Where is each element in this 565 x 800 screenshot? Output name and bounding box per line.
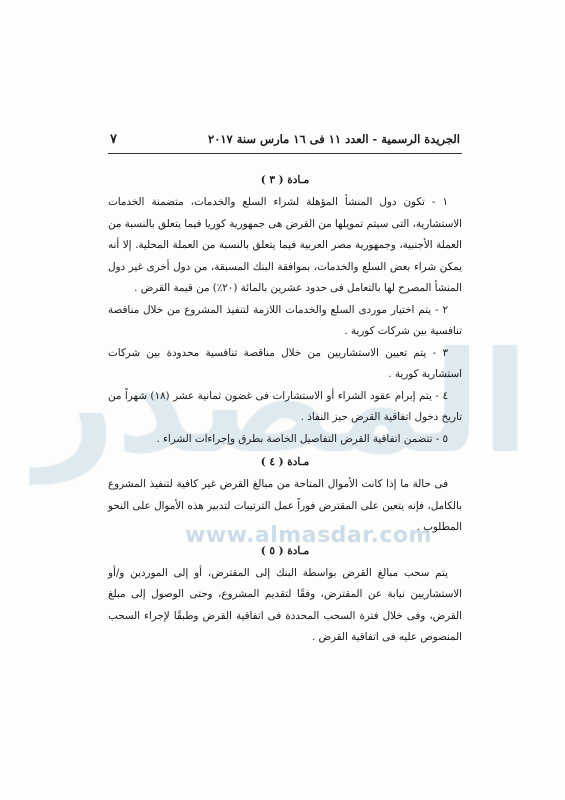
article-3-item-5: ٥ - تتضمن اتفاقية القرض التفاصيل الخاصة بطرق وإجراءات الشراء . (156, 432, 448, 445)
gazette-issue-title: الجريدة الرسمية - العدد ١١ فى ١٦ مارس سنة ٢٠١٧ (208, 132, 460, 146)
article-5-heading: مـادة ( ٥ ) (260, 544, 310, 557)
article-5-body: يتم سحب مبالغ القرض بواسطة البنك إلى المقترض، أو إلى الموردين و/أو الاستشاريين نيابة عن المقترض، وفقًا لتقديم المشروع، وحتى الوصول إلى مبلغ القرض، وفى خلال فترة السحب المحددة فى اتفاقية القرض وطبقًا لإجراء السحب المنصوص عليه فى اتفاقية القرض . (108, 566, 462, 643)
page-header (110, 128, 460, 150)
article-3-heading: مـادة ( ٣ ) (260, 174, 310, 186)
article-3-item-2: ٢ - يتم اختيار موردى السلع والخدمات اللازمة لتنفيذ المشروع من خلال مناقصة تنافسية بين شركات كورية . (108, 303, 462, 337)
article-3-item-3: ٣ - يتم تعيين الاستشاريين من خلال مناقصة تنافسية محدودة بين شركات استشارية كورية . (108, 346, 462, 380)
watermark-url: www.almasdar.com (185, 523, 432, 548)
article-3-item-4: ٤ - يتم إبرام عقود الشراء أو الاستشارات فى غضون ثمانية عشر (١٨) شهراً من تاريخ دخول اتفاقية القرض حيز النفاذ . (108, 389, 462, 423)
page-number: ٧ (110, 131, 117, 147)
article-3-item-1: ١ - تكون دول المنشأ المؤهلة لشراء السلع والخدمات، متضمنة الخدمات الاستشارية، التى سيتم تمويلها من القرض هى جمهورية كوريا فيما يتعلق بالنسبة من العملة الأجنبية، وجمهورية مصر العربية فيما يتعلق بالنسبة من العملة المحلية. إلا أنه يمكن شراء بعض السلع والخدمات، بموافقة البنك المسبقة، من دول أخرى غير دول المنشأ المصرح لها بالتعامل فى حدود عشرين بالمائة (٢٠٪) من قيمة القرض . (108, 196, 462, 294)
header-divider (108, 153, 462, 154)
article-4-heading: مـادة ( ٤ ) (260, 456, 310, 468)
document-body (108, 168, 462, 649)
article-4-body: فى حالة ما إذا كانت الأموال المتاحة من مبالغ القرض غير كافية لتنفيذ المشروع بالكامل، فإنه يتعين على المقترض فوراً عمل الترتيبات لتدبير هذه الأموال على النحو المطلوب . (108, 478, 462, 533)
